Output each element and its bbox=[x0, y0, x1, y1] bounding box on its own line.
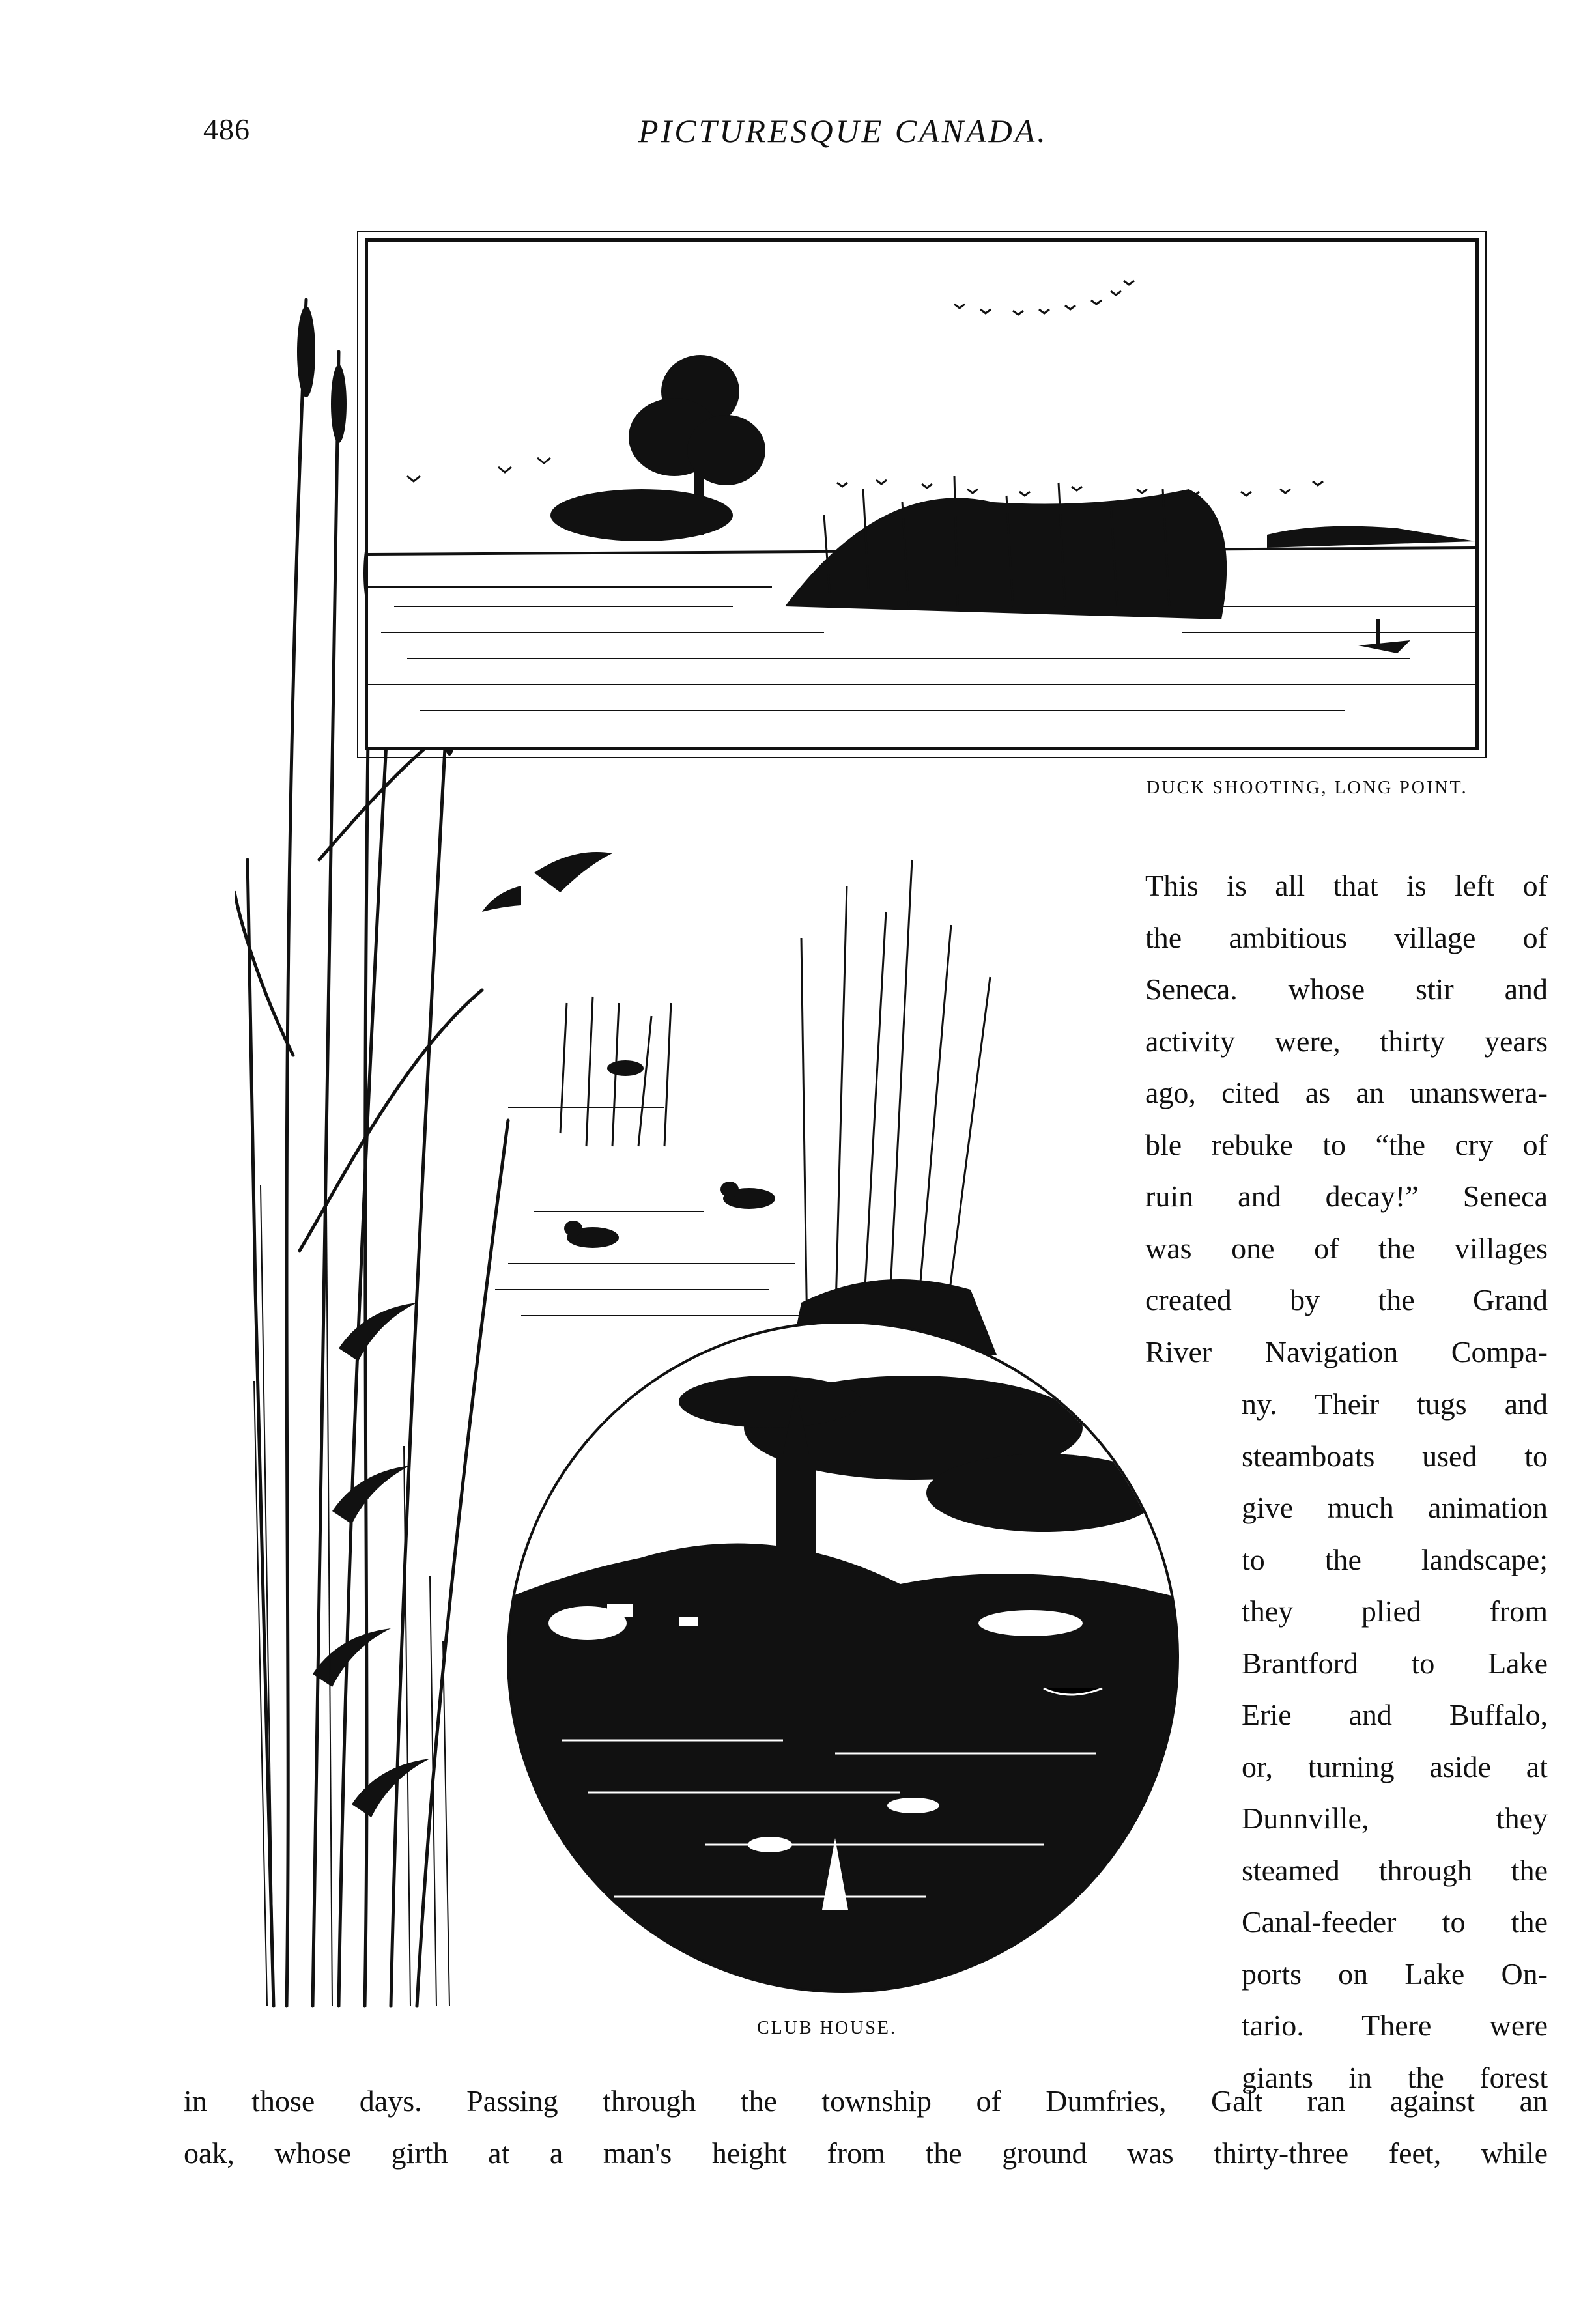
duck-shooting-illustration bbox=[365, 238, 1479, 750]
text-line: ny. Their tugs and bbox=[1242, 1387, 1548, 1421]
body-text-column-wide bbox=[1145, 860, 1548, 1378]
text-line: Dunnville, they bbox=[1242, 1802, 1548, 1835]
text-line: River Navigation Compa- bbox=[1145, 1335, 1548, 1368]
text-line: the ambitious village of bbox=[1145, 920, 1548, 954]
duck-shooting-caption: DUCK SHOOTING, LONG POINT. bbox=[1147, 778, 1468, 798]
text-line: created by the Grand bbox=[1145, 1283, 1548, 1316]
text-line: they plied from bbox=[1242, 1594, 1548, 1628]
text-line: or, turning aside at bbox=[1242, 1750, 1548, 1783]
text-line: Brantford to Lake bbox=[1242, 1646, 1548, 1680]
text-line: ble rebuke to “the cry of bbox=[1145, 1127, 1548, 1161]
text-line: ago, cited as an unanswera- bbox=[1145, 1076, 1548, 1109]
body-text-full-width bbox=[184, 2075, 1548, 2179]
text-line: oak, whose girth at a man's height from the ground was thirty-three feet, while bbox=[184, 2136, 1548, 2170]
text-line: give much animation bbox=[1242, 1491, 1548, 1524]
text-line: activity were, thirty years bbox=[1145, 1024, 1548, 1058]
text-line: steamboats used to bbox=[1242, 1439, 1548, 1473]
text-line: ruin and decay!” Seneca bbox=[1145, 1180, 1548, 1213]
running-head: PICTURESQUE CANADA. bbox=[638, 113, 1048, 149]
text-line: tario. There were bbox=[1242, 2009, 1548, 2042]
text-line: This is all that is left of bbox=[1145, 869, 1548, 902]
club-house-illustration bbox=[507, 1321, 1179, 1993]
text-line: ports on Lake On- bbox=[1242, 1957, 1548, 1991]
text-line: Seneca. whose stir and bbox=[1145, 972, 1548, 1006]
text-line: Canal-feeder to the bbox=[1242, 1905, 1548, 1938]
marsh-ducks-illustration bbox=[495, 808, 1029, 1394]
text-line: to the landscape; bbox=[1242, 1542, 1548, 1576]
page-number: 486 bbox=[203, 113, 250, 146]
text-line: Erie and Buffalo, bbox=[1242, 1698, 1548, 1731]
body-text-column-narrow bbox=[1242, 1378, 1548, 2103]
text-line: giants in the forest bbox=[1242, 2060, 1548, 2094]
text-line: was one of the villages bbox=[1145, 1231, 1548, 1265]
club-house-caption: CLUB HOUSE. bbox=[757, 2018, 898, 2038]
text-line: in those days. Passing through the township of Dumfries, Galt ran against an bbox=[184, 2084, 1548, 2118]
text-line: steamed through the bbox=[1242, 1853, 1548, 1887]
